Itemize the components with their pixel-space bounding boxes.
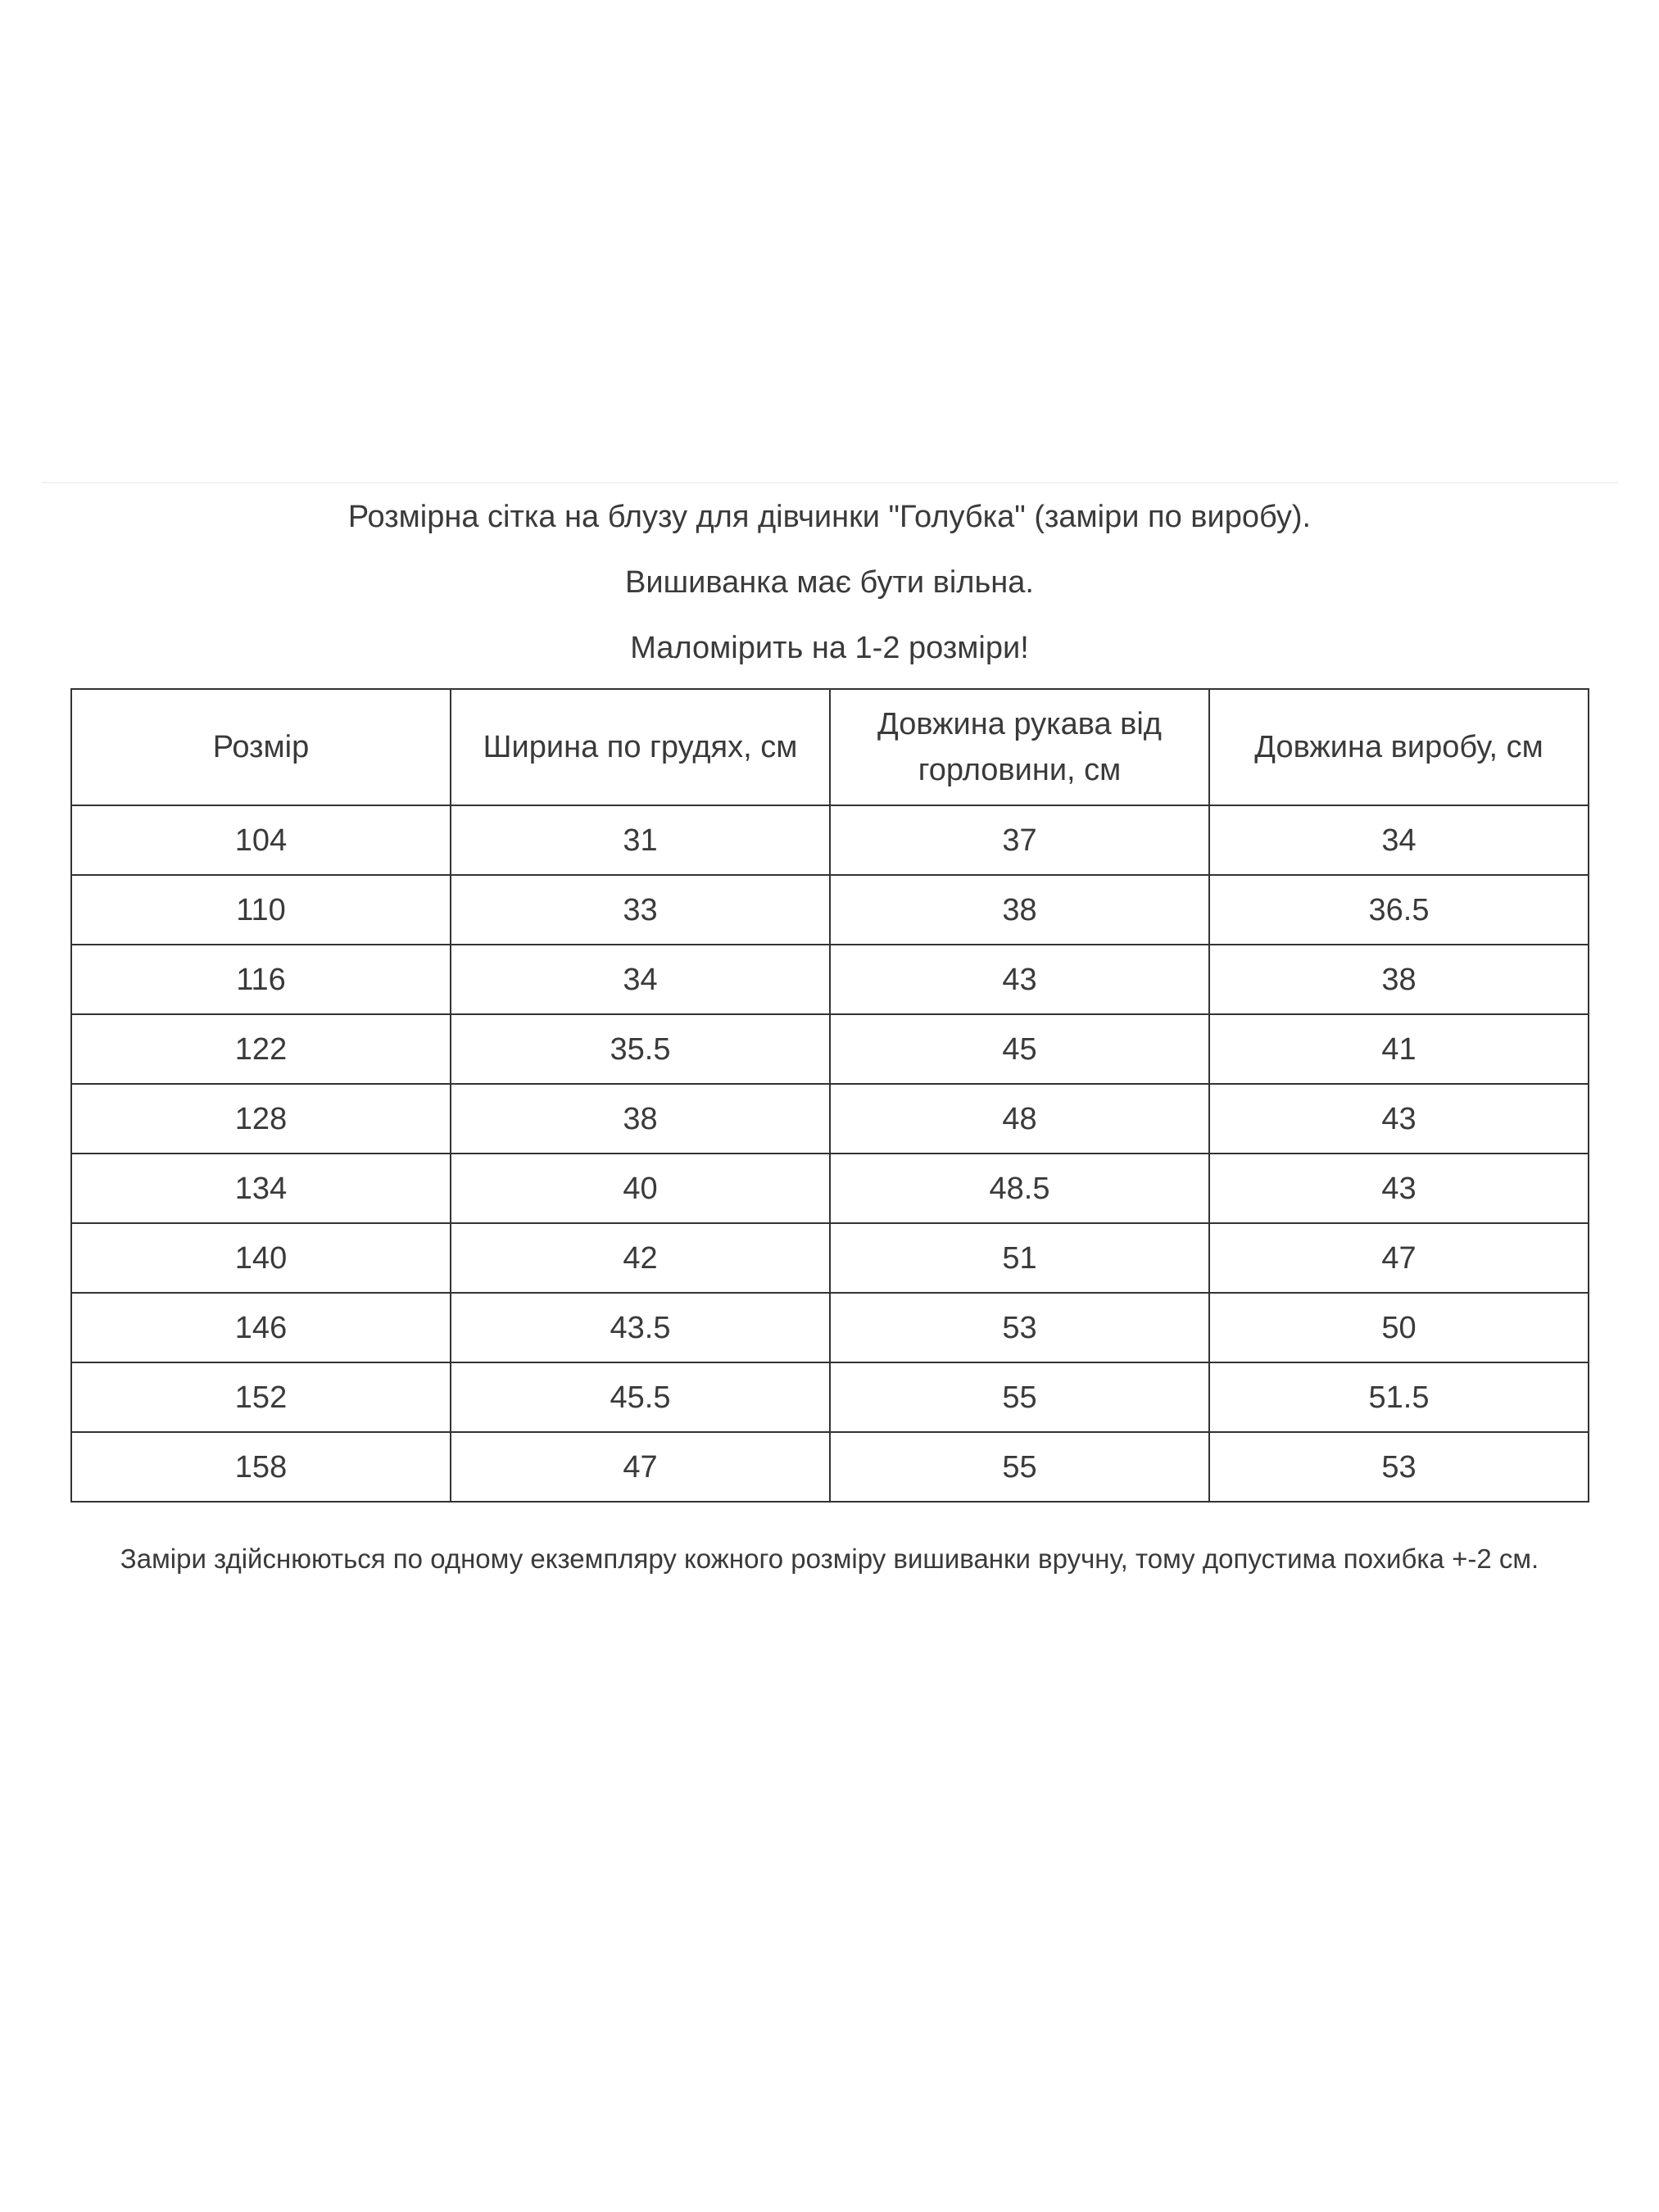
cell-chest-width: 31 [451, 805, 830, 875]
cell-chest-width: 45.5 [451, 1362, 830, 1432]
table-row [71, 1293, 1589, 1362]
table-row [71, 1154, 1589, 1223]
cell-chest-width: 47 [451, 1432, 830, 1502]
cell-garment-length: 41 [1209, 1014, 1589, 1084]
table-row [71, 1014, 1589, 1084]
cell-size: 104 [71, 805, 451, 875]
cell-chest-width: 42 [451, 1223, 830, 1293]
header-size: Розмір [71, 689, 451, 805]
table-row [71, 875, 1589, 945]
table-row [71, 1362, 1589, 1432]
cell-chest-width: 40 [451, 1154, 830, 1223]
cell-size: 140 [71, 1223, 451, 1293]
table-row [71, 1432, 1589, 1502]
cell-sleeve-length: 45 [830, 1014, 1209, 1084]
header-chest-width: Ширина по грудях, см [451, 689, 830, 805]
size-table [70, 688, 1589, 1503]
cell-size: 146 [71, 1293, 451, 1362]
cell-sleeve-length: 55 [830, 1432, 1209, 1502]
cell-chest-width: 38 [451, 1084, 830, 1154]
table-header-row [71, 689, 1589, 805]
cell-garment-length: 51.5 [1209, 1362, 1589, 1432]
cell-size: 134 [71, 1154, 451, 1223]
cell-size: 122 [71, 1014, 451, 1084]
header-sleeve-length: Довжина рукава від горловини, см [830, 689, 1209, 805]
table-row [71, 1084, 1589, 1154]
measurement-footnote: Заміри здійснюються по одному екземпляру кожного розміру вишиванки вручну, тому допустима похибка +-2 см. [120, 1543, 1539, 1574]
cell-sleeve-length: 55 [830, 1362, 1209, 1432]
cell-garment-length: 43 [1209, 1154, 1589, 1223]
cell-sleeve-length: 38 [830, 875, 1209, 945]
cell-garment-length: 38 [1209, 945, 1589, 1014]
cell-chest-width: 34 [451, 945, 830, 1014]
cell-sleeve-length: 43 [830, 945, 1209, 1014]
cell-size: 158 [71, 1432, 451, 1502]
cell-chest-width: 33 [451, 875, 830, 945]
heading-title: Розмірна сітка на блузу для дівчинки "Голубка" (заміри по виробу). [347, 500, 1312, 534]
cell-size: 128 [71, 1084, 451, 1154]
cell-size: 152 [71, 1362, 451, 1432]
cell-garment-length: 53 [1209, 1432, 1589, 1502]
header-garment-length: Довжина виробу, см [1209, 689, 1589, 805]
cell-size: 116 [71, 945, 451, 1014]
cell-chest-width: 35.5 [451, 1014, 830, 1084]
heading-note-loose-fit: Вишиванка має бути вільна. [625, 565, 1034, 600]
cell-garment-length: 36.5 [1209, 875, 1589, 945]
cell-sleeve-length: 48 [830, 1084, 1209, 1154]
cell-garment-length: 50 [1209, 1293, 1589, 1362]
cell-sleeve-length: 53 [830, 1293, 1209, 1362]
cell-sleeve-length: 37 [830, 805, 1209, 875]
table-row [71, 805, 1589, 875]
divider [41, 482, 1618, 483]
cell-sleeve-length: 51 [830, 1223, 1209, 1293]
cell-garment-length: 43 [1209, 1084, 1589, 1154]
cell-garment-length: 47 [1209, 1223, 1589, 1293]
cell-chest-width: 43.5 [451, 1293, 830, 1362]
cell-size: 110 [71, 875, 451, 945]
cell-garment-length: 34 [1209, 805, 1589, 875]
table-row [71, 1223, 1589, 1293]
cell-sleeve-length: 48.5 [830, 1154, 1209, 1223]
heading-note-runs-small: Маломірить на 1-2 розміри! [630, 631, 1029, 665]
table-row [71, 945, 1589, 1014]
